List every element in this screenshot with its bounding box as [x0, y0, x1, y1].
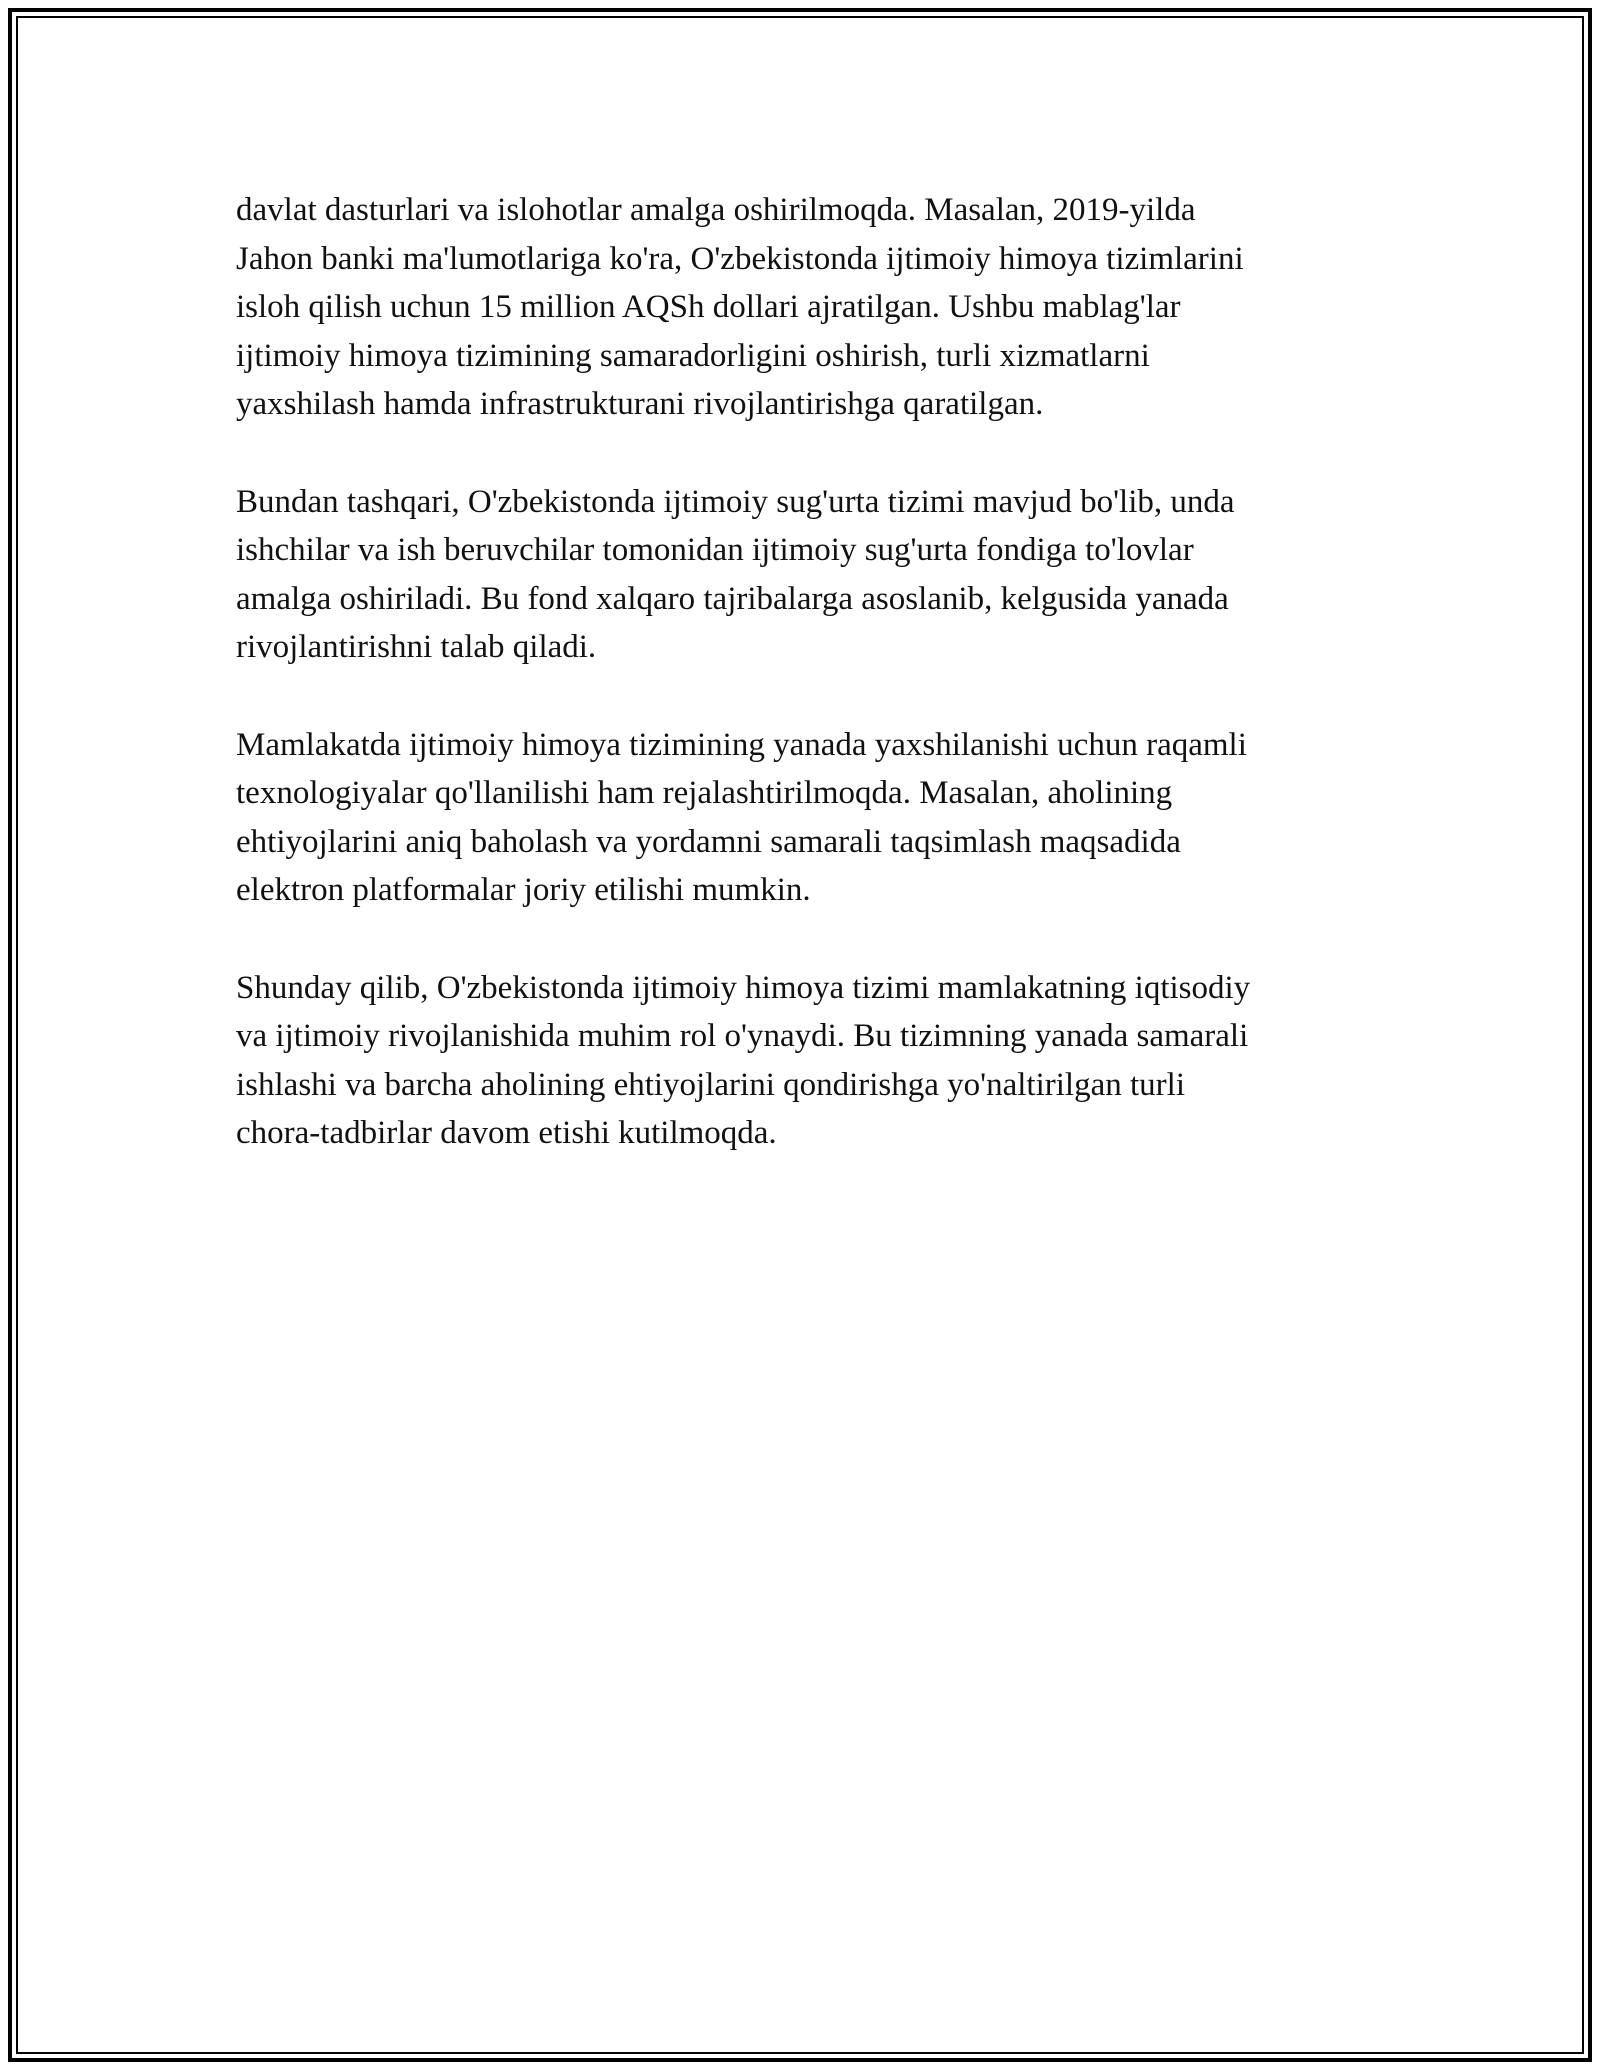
- paragraph-digital-technologies: Mamlakatda ijtimoiy himoya tizimining yanada yaxshilanishi uchun raqamli texnologiyalar qo'llanilishi ham rejalashtirilmoqda. Masalan, aholining ehtiyojlarini aniq baholash va yordamni samarali taqsimlash maqsadida elektron platformalar joriy etilishi mumkin.: [236, 726, 1247, 908]
- document-body: [236, 186, 1386, 1207]
- paragraph-budget-funding: davlat dasturlari va islohotlar amalga oshirilmoqda. Masalan, 2019-yilda Jahon banki ma'lumotlariga ko'ra, O'zbekistonda ijtimoiy himoya tizimlarini isloh qilish uchun 15 million AQSh dollari ajratilgan. Ushbu mablag'lar ijtimoiy himoya tizimining samaradorligini oshirish, turli xizmatlarni yaxshilash hamda infrastrukturani rivojlantirishga qaratilgan.: [236, 192, 1244, 422]
- paragraph-social-insurance: Bundan tashqari, O'zbekistonda ijtimoiy sug'urta tizimi mavjud bo'lib, unda ishchilar va ish beruvchilar tomonidan ijtimoiy sug'urta fondiga to'lovlar amalga oshiriladi. Bu fond xalqaro tajribalarga asoslanib, kelgusida yanada rivojlantirishni talab qiladi.: [236, 483, 1235, 665]
- paragraph-conclusion: Shunday qilib, O'zbekistonda ijtimoiy himoya tizimi mamlakatning iqtisodiy va ijtimoiy rivojlanishida muhim rol o'ynaydi. Bu tizimning yanada samarali ishlashi va barcha aholining ehtiyojlarini qondirishga yo'naltirilgan turli chora-tadbirlar davom etishi kutilmoqda.: [236, 969, 1251, 1151]
